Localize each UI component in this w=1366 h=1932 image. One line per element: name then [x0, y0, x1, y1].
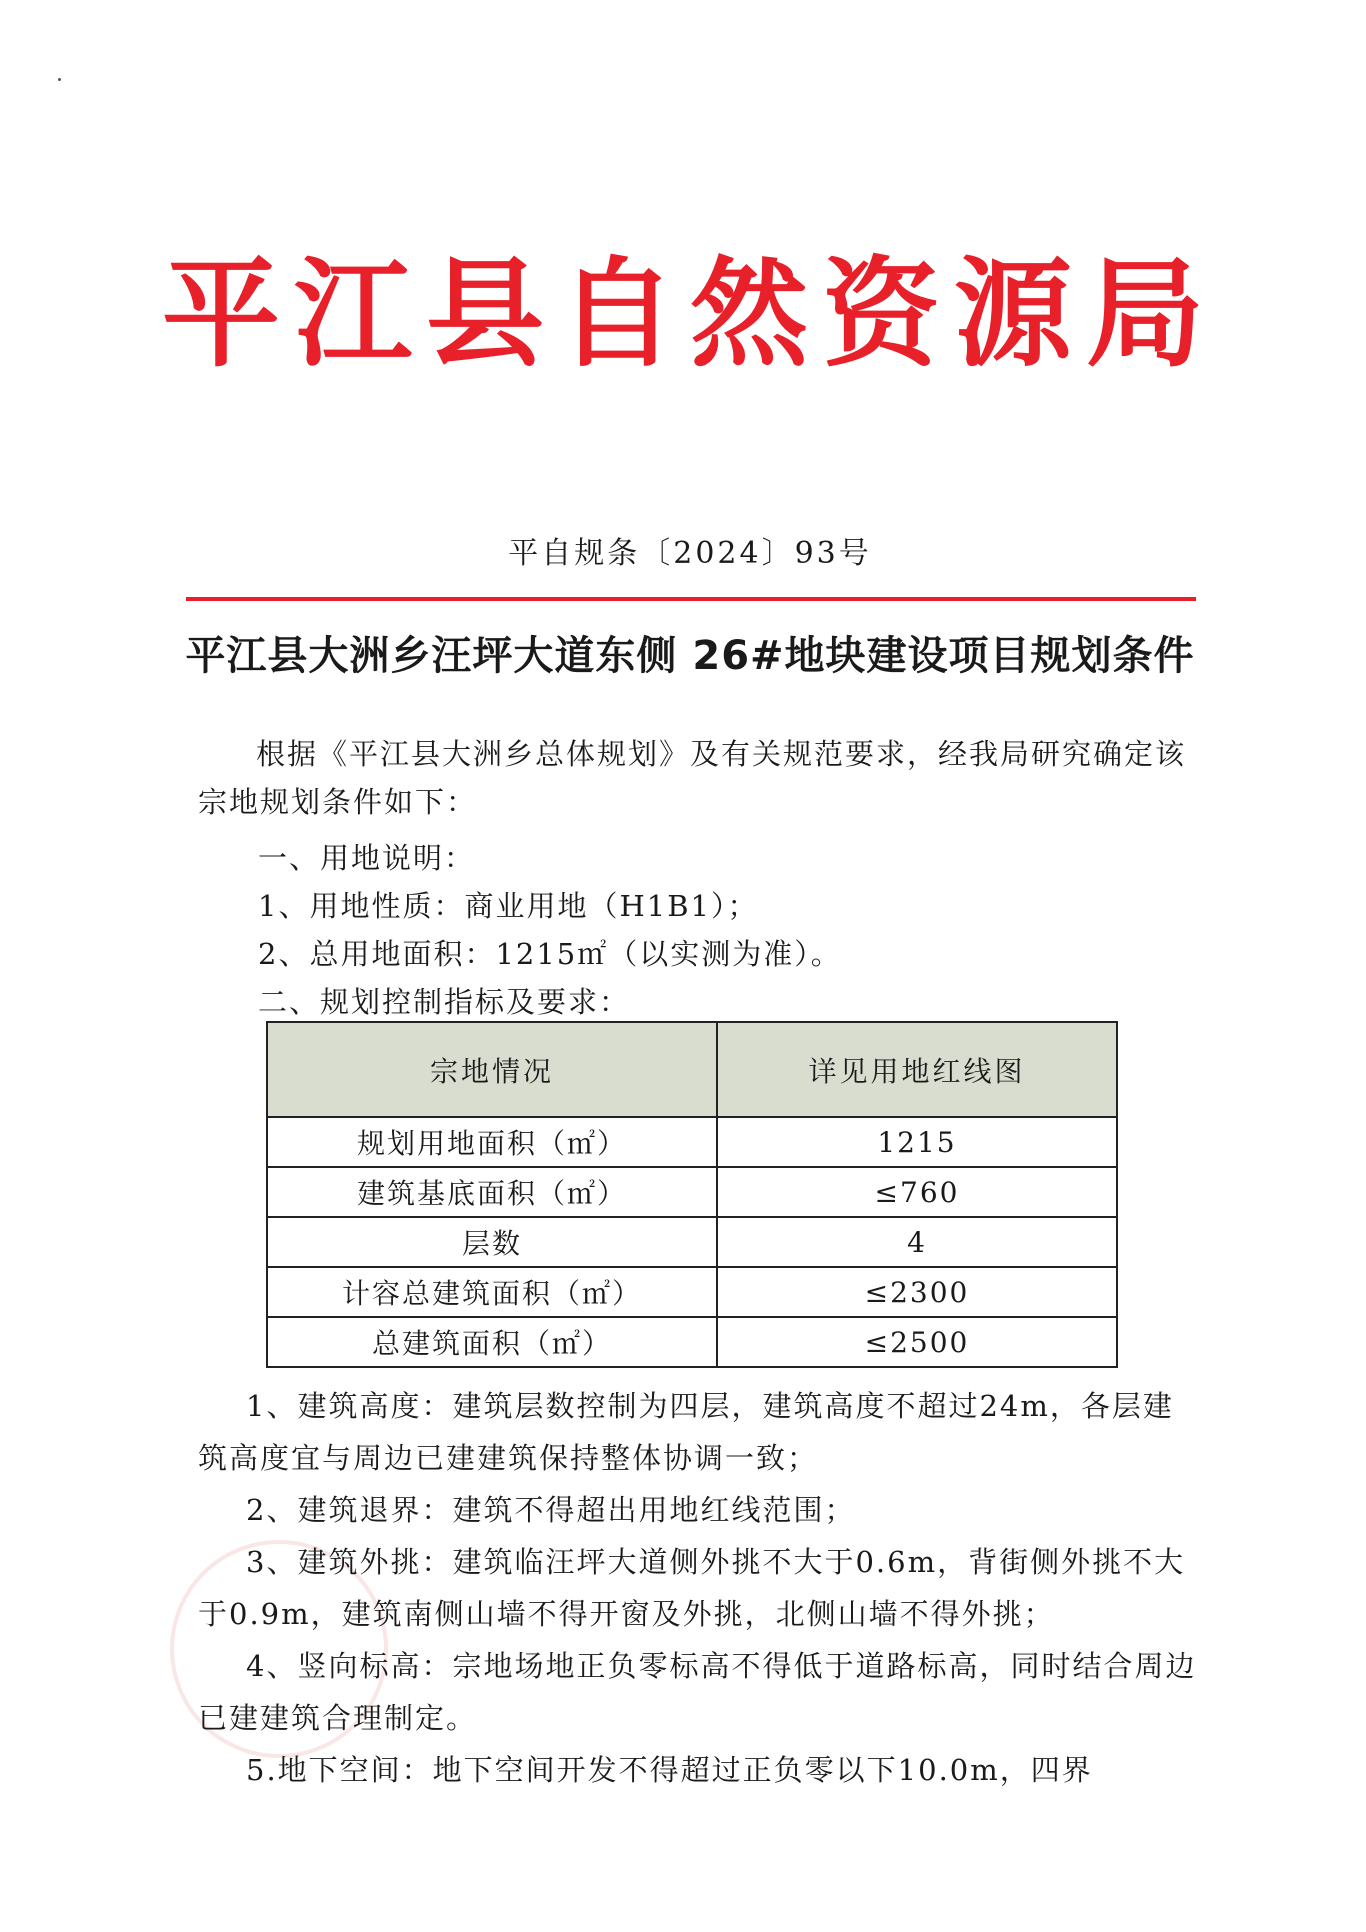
- requirement-underground: 5.地下空间：地下空间开发不得超过正负零以下10.0m，四界: [246, 1753, 1093, 1787]
- planning-indicators-table: [266, 1021, 1118, 1368]
- table-cell-label: 层数: [267, 1217, 717, 1267]
- table-row: [267, 1117, 1117, 1167]
- table-cell-label: 总建筑面积（㎡）: [267, 1317, 717, 1367]
- table-header-row: [267, 1022, 1117, 1117]
- requirement-setback: 2、建筑退界：建筑不得超出用地红线范围；: [246, 1493, 856, 1527]
- table-cell-value: ≤2500: [717, 1317, 1117, 1367]
- table-cell-value: ≤2300: [717, 1267, 1117, 1317]
- document-title: 平江县大洲乡汪坪大道东侧 26#地块建设项目规划条件: [185, 633, 1195, 679]
- section1-item-area: 2、总用地面积：1215㎡（以实测为准）。: [258, 937, 842, 971]
- table-cell-value: 1215: [717, 1117, 1117, 1167]
- table-cell-label: 计容总建筑面积（㎡）: [267, 1267, 717, 1317]
- table-cell-label: 规划用地面积（㎡）: [267, 1117, 717, 1167]
- requirement-overhang: 3、建筑外挑：建筑临汪坪大道侧外挑不大于0.6m，背街侧外挑不大于0.9m，建筑南侧山墙不得开窗及外挑，北侧山墙不得外挑；: [198, 1545, 1186, 1631]
- section1-item-land-use: 1、用地性质：商业用地（H1B1）；: [258, 889, 759, 923]
- table-row: [267, 1317, 1117, 1367]
- table-cell-value: 4: [717, 1217, 1117, 1267]
- agency-name: 平江县自然资源局: [161, 244, 1218, 383]
- table-row: [267, 1267, 1117, 1317]
- section2-heading: 二、规划控制指标及要求：: [258, 985, 631, 1019]
- table-cell-label: 建筑基底面积（㎡）: [267, 1167, 717, 1217]
- red-divider-line: [186, 597, 1196, 601]
- section1-heading: 一、用地说明：: [258, 841, 476, 875]
- requirement-elevation: 4、竖向标高：宗地场地正负零标高不得低于道路标高，同时结合周边已建建筑合理制定。: [198, 1649, 1197, 1735]
- table-header-cell: 详见用地红线图: [717, 1022, 1117, 1117]
- scan-speck: [58, 78, 61, 81]
- table-row: [267, 1167, 1117, 1217]
- intro-paragraph: 根据《平江县大洲乡总体规划》及有关规范要求，经我局研究确定该宗地规划条件如下：: [198, 737, 1187, 819]
- requirement-height: 1、建筑高度：建筑层数控制为四层，建筑高度不超过24m，各层建筑高度宜与周边已建建筑保持整体协调一致；: [198, 1389, 1174, 1475]
- table-row: [267, 1217, 1117, 1267]
- document-number: 平自规条〔2024〕93号: [508, 536, 872, 571]
- requirements-block: [198, 1380, 1198, 1796]
- table-cell-value: ≤760: [717, 1167, 1117, 1217]
- table-header-cell: 宗地情况: [267, 1022, 717, 1117]
